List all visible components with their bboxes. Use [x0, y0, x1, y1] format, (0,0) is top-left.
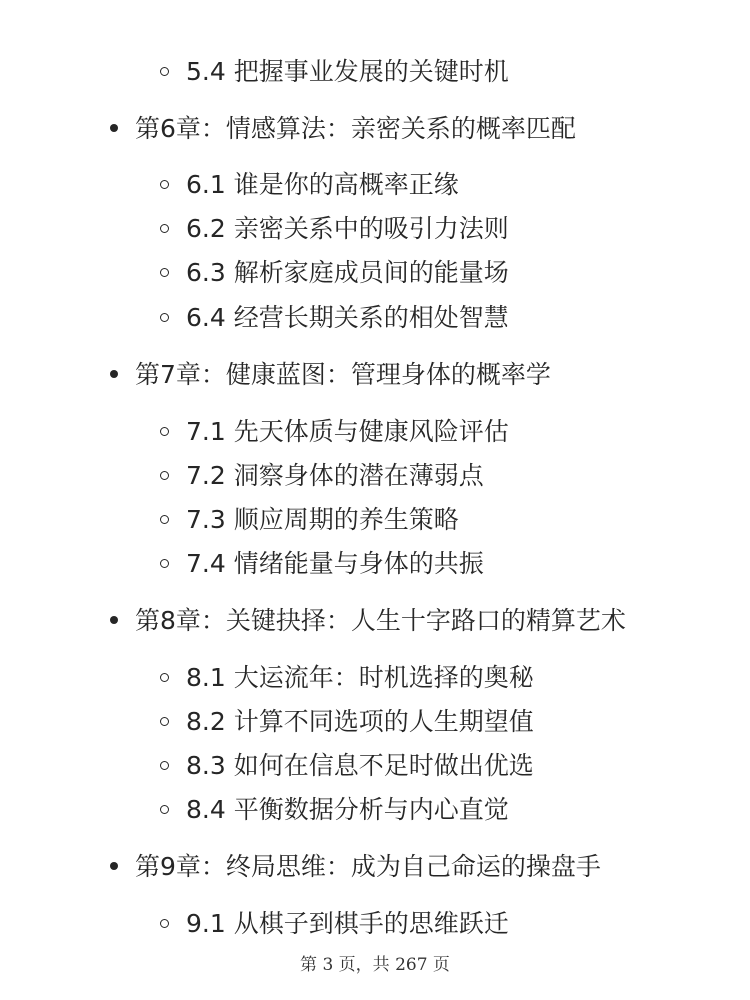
toc-chapter-label: 第6章：情感算法：亲密关系的概率匹配 [135, 114, 576, 143]
toc-section-8-4 [160, 795, 509, 825]
toc-section-8-3 [160, 751, 534, 781]
toc-section-5-4 [160, 57, 509, 87]
disc-bullet-icon [110, 124, 118, 132]
toc-section-label: 7.4 情绪能量与身体的共振 [186, 549, 484, 578]
toc-section-6-2 [160, 214, 509, 244]
circle-bullet-icon [160, 515, 169, 524]
circle-bullet-icon [160, 180, 169, 189]
circle-bullet-icon [160, 761, 169, 770]
toc-section-label: 6.1 谁是你的高概率正缘 [186, 170, 459, 199]
toc-section-9-1 [160, 909, 509, 939]
toc-section-label: 5.4 把握事业发展的关键时机 [186, 57, 509, 86]
circle-bullet-icon [160, 313, 169, 322]
circle-bullet-icon [160, 673, 169, 682]
toc-section-7-4 [160, 549, 484, 579]
circle-bullet-icon [160, 67, 169, 76]
circle-bullet-icon [160, 224, 169, 233]
toc-section-label: 9.1 从棋子到棋手的思维跃迁 [186, 909, 509, 938]
toc-section-label: 8.4 平衡数据分析与内心直觉 [186, 795, 509, 824]
toc-section-6-4 [160, 303, 509, 333]
circle-bullet-icon [160, 559, 169, 568]
toc-section-8-1 [160, 663, 534, 693]
page-number-footer: 第 3 页，共 267 页 [300, 955, 450, 975]
circle-bullet-icon [160, 717, 169, 726]
toc-section-label: 8.2 计算不同选项的人生期望值 [186, 707, 534, 736]
toc-section-label: 7.3 顺应周期的养生策略 [186, 505, 459, 534]
circle-bullet-icon [160, 427, 169, 436]
circle-bullet-icon [160, 268, 169, 277]
toc-section-7-3 [160, 505, 459, 535]
circle-bullet-icon [160, 919, 169, 928]
circle-bullet-icon [160, 471, 169, 480]
toc-section-label: 8.3 如何在信息不足时做出优选 [186, 751, 534, 780]
toc-section-label: 6.4 经营长期关系的相处智慧 [186, 303, 509, 332]
toc-section-6-1 [160, 170, 459, 200]
circle-bullet-icon [160, 805, 169, 814]
toc-section-6-3 [160, 258, 509, 288]
toc-chapter-label: 第7章：健康蓝图：管理身体的概率学 [135, 360, 551, 389]
toc-section-label: 6.2 亲密关系中的吸引力法则 [186, 214, 509, 243]
toc-chapter-6 [110, 114, 576, 144]
toc-section-label: 7.2 洞察身体的潜在薄弱点 [186, 461, 484, 490]
toc-section-label: 8.1 大运流年：时机选择的奥秘 [186, 663, 534, 692]
toc-section-7-2 [160, 461, 484, 491]
disc-bullet-icon [110, 616, 118, 624]
toc-chapter-label: 第9章：终局思维：成为自己命运的操盘手 [135, 852, 601, 881]
toc-chapter-label: 第8章：关键抉择：人生十字路口的精算艺术 [135, 606, 626, 635]
toc-section-8-2 [160, 707, 534, 737]
disc-bullet-icon [110, 370, 118, 378]
toc-chapter-9 [110, 852, 601, 882]
toc-chapter-8 [110, 606, 626, 636]
toc-section-7-1 [160, 417, 509, 447]
toc-section-label: 6.3 解析家庭成员间的能量场 [186, 258, 509, 287]
disc-bullet-icon [110, 862, 118, 870]
toc-chapter-7 [110, 360, 551, 390]
toc-section-label: 7.1 先天体质与健康风险评估 [186, 417, 509, 446]
